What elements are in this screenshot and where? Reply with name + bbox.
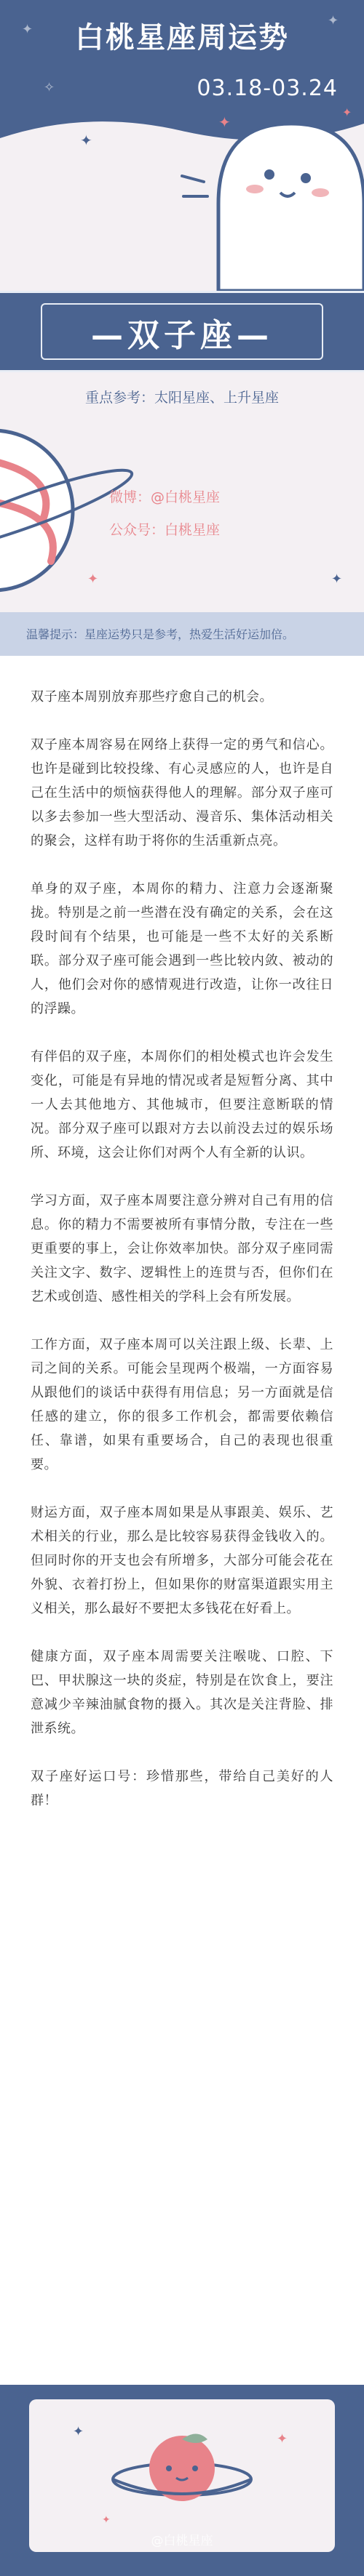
page-title: 白桃星座周运势 — [75, 21, 289, 55]
paragraph-couple-love: 有伴侣的双子座，本周你们的相处模式也许会发生变化，可能是有异地的情况或者是短暂分离、其中一人去其他地方、其他城市，但要注意断联的情况。部分双子座可以跟对方去以前没去过的娱乐场所、环境，这会让你们对两个人有全新的认识。 — [31, 1049, 333, 1160]
paragraph-overview: 双子座本周容易在网络上获得一定的勇气和信心。也许是碰到比较投缘、有心灵感应的人，也许是自己在生活中的烦恼获得他人的理解。部分双子座可以多去参加一些大型活动、漫音乐、集体活动相关的聚会，这样有助于将你的生活重新点亮。 — [31, 737, 333, 848]
svg-text:✦: ✦ — [73, 2424, 84, 2439]
svg-text:✦: ✦ — [80, 132, 92, 149]
sign-banner — [0, 291, 364, 372]
horoscope-content — [0, 656, 364, 2385]
svg-text:✦: ✦ — [218, 113, 231, 131]
wechat-account: 公众号：白桃星座 — [109, 522, 221, 538]
date-range: 03.18-03.24 — [197, 76, 338, 101]
svg-text:✦: ✦ — [331, 571, 343, 587]
content-column — [31, 685, 333, 1837]
planet-and-ghost-illustration — [0, 95, 364, 291]
hero-illustration — [0, 95, 364, 291]
paragraph-health: 健康方面，双子座本周需要关注喉咙、口腔、下巴、甲状腺这一块的炎症，特别是在饮食上，要注意减少辛辣油腻食物的摄入。其次是关注背脸、排泄系统。 — [31, 1649, 333, 1736]
star-icon: ✦ — [328, 13, 339, 28]
notice-text: 温馨提示：星座运势只是参考，热爱生活好运加倍。 — [26, 627, 295, 641]
weibo-handle: 微博：@白桃星座 — [109, 489, 221, 505]
paragraph-work: 工作方面，双子座本周可以关注跟上级、长辈、上司之间的关系。可能会呈现两个极端，一方面容易从跟他们的谈话中获得有用信息；另一方面就是信任感的建立，你的很多工作机会，都需要依赖信任、靠谱，如果有重要场合，自己的表现也很重要。 — [31, 1337, 333, 1472]
notice-bar — [0, 612, 364, 656]
svg-text:✦: ✦ — [277, 2431, 288, 2447]
info-card — [0, 372, 364, 612]
watermark: @白桃星座 — [151, 2534, 213, 2548]
paragraph-single-love: 单身的双子座，本周你的精力、注意力会逐渐聚拢。特别是之前一些潜在没有确定的关系，会在这段时间有个结果，也可能是一些不太好的关系断联。部分双子座可能会遇到一些比较内敛、被动的人，他们会对你的感情观进行改造，让你一改往日的浮躁。 — [31, 881, 333, 1016]
paragraph-wealth: 财运方面，双子座本周如果是从事跟美、娱乐、艺术相关的行业，那么是比较容易获得金钱收入的。但同时你的开支也会有所增多，大部分可能会花在外貌、衣着打扮上，但如果你的财富渠道跟实用主义相关，那么最好不要把太多钱花在好看上。 — [31, 1505, 333, 1616]
sign-name: —双子座— — [91, 317, 273, 354]
svg-text:✦: ✦ — [102, 2514, 111, 2526]
paragraph-summary: 双子座本周别放弃那些疗愈自己的机会。 — [31, 689, 273, 705]
paragraph-study: 学习方面，双子座本周要注意分辨对自己有用的信息。你的精力不需要被所有事情分散，专注在一些更重要的事上，会让你效率加快。部分双子座同需关注文字、数字、逻辑性上的连贯与否，但你们在艺术或创造、感性相关的学科上会有所发展。 — [31, 1193, 333, 1304]
focus-note: 重点参考：太阳星座、上升星座 — [84, 390, 279, 406]
star-icon: ✧ — [44, 80, 55, 95]
footer-card — [29, 2399, 335, 2552]
star-icon: ✦ — [22, 22, 33, 37]
peach-planet-illustration — [29, 2399, 335, 2552]
paragraph-slogan: 双子座好运口号：珍惜那些，带给自己美好的人群！ — [31, 1769, 333, 1808]
svg-text:✦: ✦ — [342, 105, 352, 119]
svg-text:✦: ✦ — [87, 571, 99, 587]
